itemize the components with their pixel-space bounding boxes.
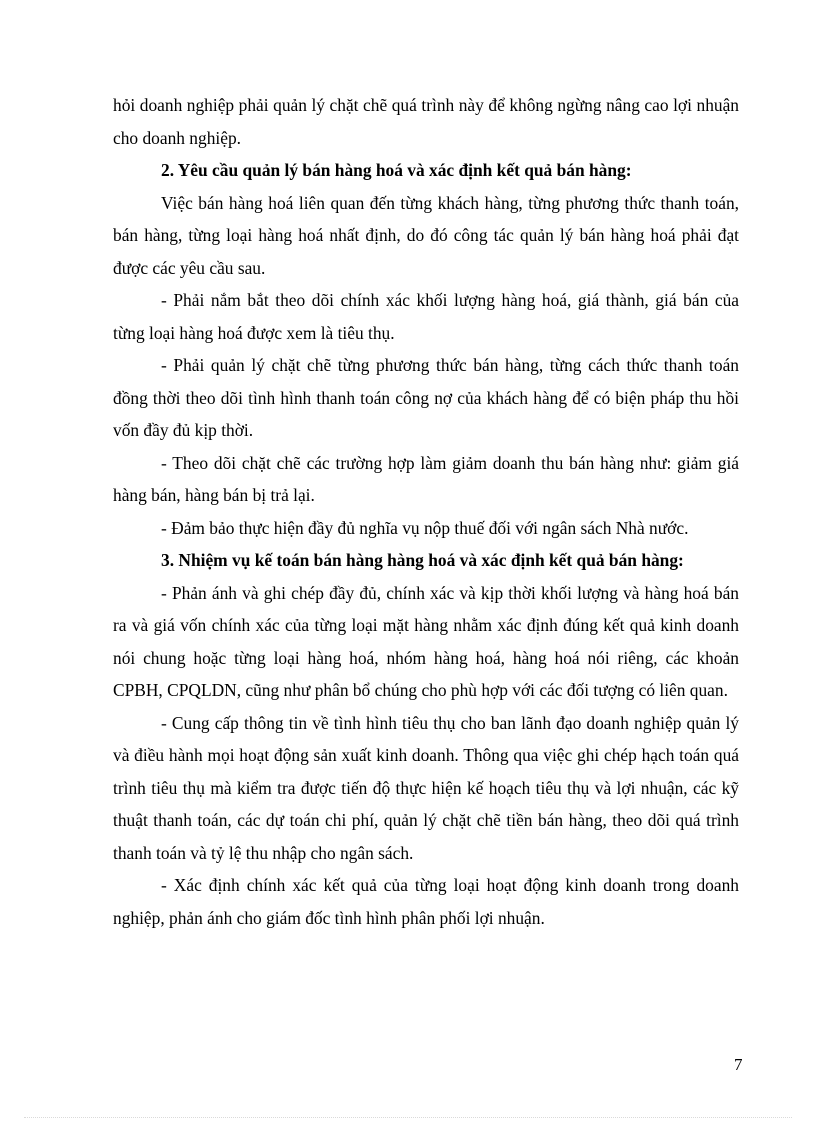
section-3-paragraph-2: - Cung cấp thông tin về tình hình tiêu thụ cho ban lãnh đạo doanh nghiệp quản lý và điều hành mọi hoạt động sản xuất kinh doanh. Thông qua việc ghi chép hạch toán quá trình tiêu thụ mà kiểm tra được tiến độ thực hiện kế hoạch tiêu thụ và lợi nhuận, các kỹ thuật thanh toán, các dự toán chi phí, quản lý chặt chẽ tiền bán hàng, theo dõi quá trình thanh toán và tỷ lệ thu nhập cho ngân sách. [113, 712, 739, 863]
section-3-paragraph-1: - Phản ánh và ghi chép đầy đủ, chính xác và kịp thời khối lượng và hàng hoá bán ra và giá vốn chính xác của từng loại mặt hàng nhằm xác định đúng kết quả kinh doanh nói chung hoặc từng loại hàng hoá, nhóm hàng hoá, hàng hoá nói riêng, các khoản CPBH, CPQLDN, cũng như phân bổ chúng cho phù hợp với các đối tượng có liên quan. [113, 582, 739, 700]
section-2-paragraph-4: - Theo dõi chặt chẽ các trường hợp làm giảm doanh thu bán hàng như: giảm giá hàng bán, hàng bán bị trả lại. [113, 452, 739, 505]
section-3-paragraph-3: - Xác định chính xác kết quả của từng loại hoạt động kinh doanh trong doanh nghiệp, phản ánh cho giám đốc tình hình phân phối lợi nhuận. [113, 875, 739, 928]
page-number: 7 [734, 1055, 743, 1074]
section-2-paragraph-5: - Đảm bảo thực hiện đầy đủ nghĩa vụ nộp thuế đối với ngân sách Nhà nước. [161, 517, 689, 538]
section-2-paragraph-1: Việc bán hàng hoá liên quan đến từng khách hàng, từng phương thức thanh toán, bán hàng, từng loại hàng hoá nhất định, do đó công tác quản lý bán hàng hoá phải đạt được các yêu cầu sau. [113, 192, 739, 278]
intro-paragraph: hỏi doanh nghiệp phải quản lý chặt chẽ quá trình này để không ngừng nâng cao lợi nhuận cho doanh nghiệp. [113, 95, 739, 148]
section-3-heading: 3. Nhiệm vụ kế toán bán hàng hàng hoá và xác định kết quả bán hàng: [161, 550, 684, 570]
footer-divider [24, 1117, 792, 1118]
page-body [113, 89, 739, 934]
section-2-heading: 2. Yêu cầu quản lý bán hàng hoá và xác định kết quả bán hàng: [161, 160, 632, 180]
section-2-paragraph-3: - Phải quản lý chặt chẽ từng phương thức bán hàng, từng cách thức thanh toán đồng thời theo dõi tình hình thanh toán công nợ của khách hàng để có biện pháp thu hồi vốn đầy đủ kịp thời. [113, 355, 739, 440]
section-2-paragraph-2: - Phải nắm bắt theo dõi chính xác khối lượng hàng hoá, giá thành, giá bán của từng loại hàng hoá được xem là tiêu thụ. [113, 290, 739, 343]
